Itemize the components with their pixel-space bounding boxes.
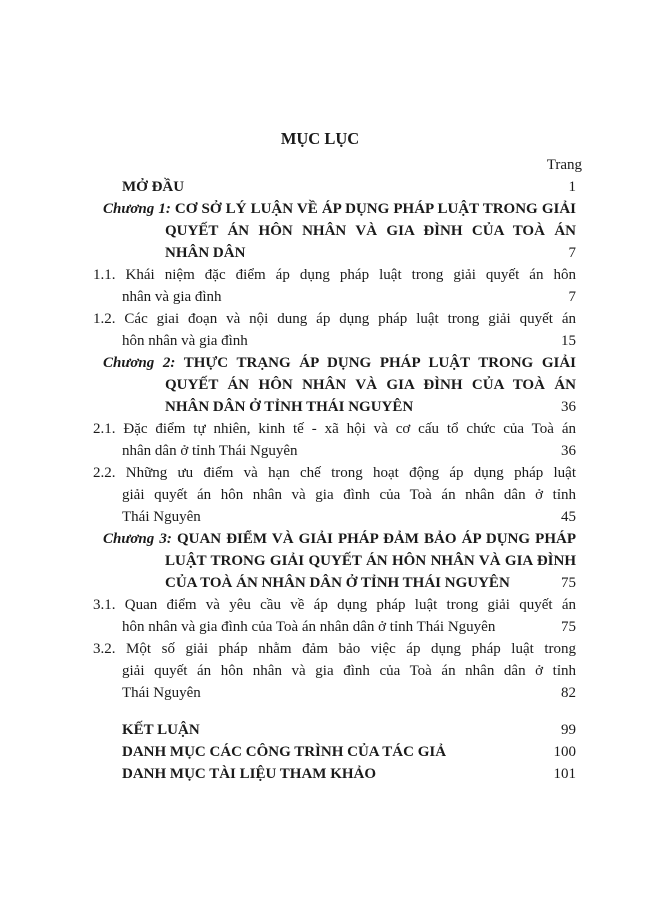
toc-entry-chapter (103, 198, 576, 264)
page-number: 36 (561, 443, 576, 459)
toc-entry-text (93, 418, 576, 462)
toc-line: nhân và gia đình (122, 289, 222, 305)
toc-line: QUYẾT ÁN HÔN NHÂN VÀ GIA ĐÌNH CỦA TOÀ ÁN (165, 223, 576, 239)
page-number: 75 (561, 575, 576, 591)
page-number: 15 (561, 333, 576, 349)
toc-line: 1.1. Khái niệm đặc điểm áp dụng pháp luật trong giải quyết án hôn (93, 267, 576, 283)
toc-line: KẾT LUẬN (122, 722, 200, 738)
toc-line: NHÂN DÂN Ở TỈNH THÁI NGUYÊN (165, 399, 414, 415)
toc-line: nhân dân ở tỉnh Thái Nguyên (122, 443, 298, 459)
chapter-label: Chương 3: (103, 531, 172, 547)
toc-line: 2.2. Những ưu điểm và hạn chế trong hoạt động áp dụng pháp luật (93, 465, 576, 481)
toc-entry-text (122, 763, 576, 785)
page-number: 101 (553, 766, 576, 782)
page-number: 82 (561, 685, 576, 701)
toc-line: hôn nhân và gia đình (122, 333, 248, 349)
table-of-contents (93, 176, 576, 785)
page-number: 1 (568, 179, 576, 195)
column-header-trang: Trang (546, 157, 582, 173)
toc-line: Chương 3: QUAN ĐIỂM VÀ GIẢI PHÁP ĐẢM BẢO ÁP DỤNG PHÁP (103, 531, 576, 547)
toc-entry (122, 719, 576, 741)
toc-line: DANH MỤC TÀI LIỆU THAM KHẢO (122, 766, 377, 782)
toc-entry (122, 176, 576, 198)
toc-entry-text (93, 264, 576, 308)
toc-line: NHÂN DÂN (165, 245, 246, 261)
toc-list (93, 176, 576, 704)
page-number: 7 (568, 245, 576, 261)
page-number: 100 (553, 744, 576, 760)
toc-entry-text (122, 741, 576, 763)
toc-entry-text (122, 176, 576, 198)
chapter-label: Chương 1: (103, 201, 171, 217)
toc-entry-text (103, 198, 576, 264)
page-number: 99 (561, 722, 576, 738)
toc-line: Chương 2: THỰC TRẠNG ÁP DỤNG PHÁP LUẬT TRONG GIẢI (103, 355, 576, 371)
toc-entry-chapter (103, 352, 576, 418)
toc-line: QUYẾT ÁN HÔN NHÂN VÀ GIA ĐÌNH CỦA TOÀ ÁN (165, 377, 576, 393)
toc-entry (93, 594, 576, 638)
toc-line: Thái Nguyên (122, 509, 201, 525)
toc-entry (122, 741, 576, 763)
toc-line: Thái Nguyên (122, 685, 201, 701)
toc-line: LUẬT TRONG GIẢI QUYẾT ÁN HÔN NHÂN VÀ GIA ĐÌNH (165, 553, 576, 569)
toc-line: 2.1. Đặc điểm tự nhiên, kinh tế - xã hội và cơ cấu tổ chức của Toà án (93, 421, 576, 437)
toc-line: hôn nhân và gia đình của Toà án nhân dân ở tỉnh Thái Nguyên (122, 619, 496, 635)
toc-line: 1.2. Các giai đoạn và nội dung áp dụng pháp luật trong giải quyết án (93, 311, 576, 327)
toc-entry-text (103, 528, 576, 594)
toc-line: DANH MỤC CÁC CÔNG TRÌNH CỦA TÁC GIẢ (122, 744, 447, 760)
page-number: 75 (561, 619, 576, 635)
toc-entry (93, 418, 576, 462)
page-number: 7 (568, 289, 576, 305)
toc-entry-text (93, 638, 576, 704)
toc-line: giải quyết án hôn nhân và gia đình của Toà án nhân dân ở tỉnh (122, 487, 576, 503)
toc-footer-list (93, 719, 576, 785)
toc-entry (93, 638, 576, 704)
toc-line: Chương 1: CƠ SỞ LÝ LUẬN VỀ ÁP DỤNG PHÁP LUẬT TRONG GIẢI (103, 201, 576, 217)
toc-line: CỦA TOÀ ÁN NHÂN DÂN Ở TỈNH THÁI NGUYÊN (165, 575, 510, 591)
toc-entry-text (93, 594, 576, 638)
toc-entry-text (122, 719, 576, 741)
toc-line: 3.2. Một số giải pháp nhằm đảm bảo việc áp dụng pháp luật trong (93, 641, 576, 657)
toc-entry (93, 264, 576, 308)
chapter-label: Chương 2: (103, 355, 176, 371)
toc-entry-chapter (103, 528, 576, 594)
toc-entry (93, 308, 576, 352)
toc-entry (93, 462, 576, 528)
page-title: MỤC LỤC (280, 129, 360, 148)
toc-entry (122, 763, 576, 785)
toc-entry-text (103, 352, 576, 418)
toc-entry-text (93, 308, 576, 352)
page-number: 36 (561, 399, 576, 415)
page-number: 45 (561, 509, 576, 525)
toc-line: MỞ ĐẦU (122, 179, 185, 195)
toc-entry-text (93, 462, 576, 528)
toc-line: giải quyết án hôn nhân và gia đình của Toà án nhân dân ở tỉnh (122, 663, 576, 679)
toc-line: 3.1. Quan điểm và yêu cầu về áp dụng pháp luật trong giải quyết án (93, 597, 576, 613)
